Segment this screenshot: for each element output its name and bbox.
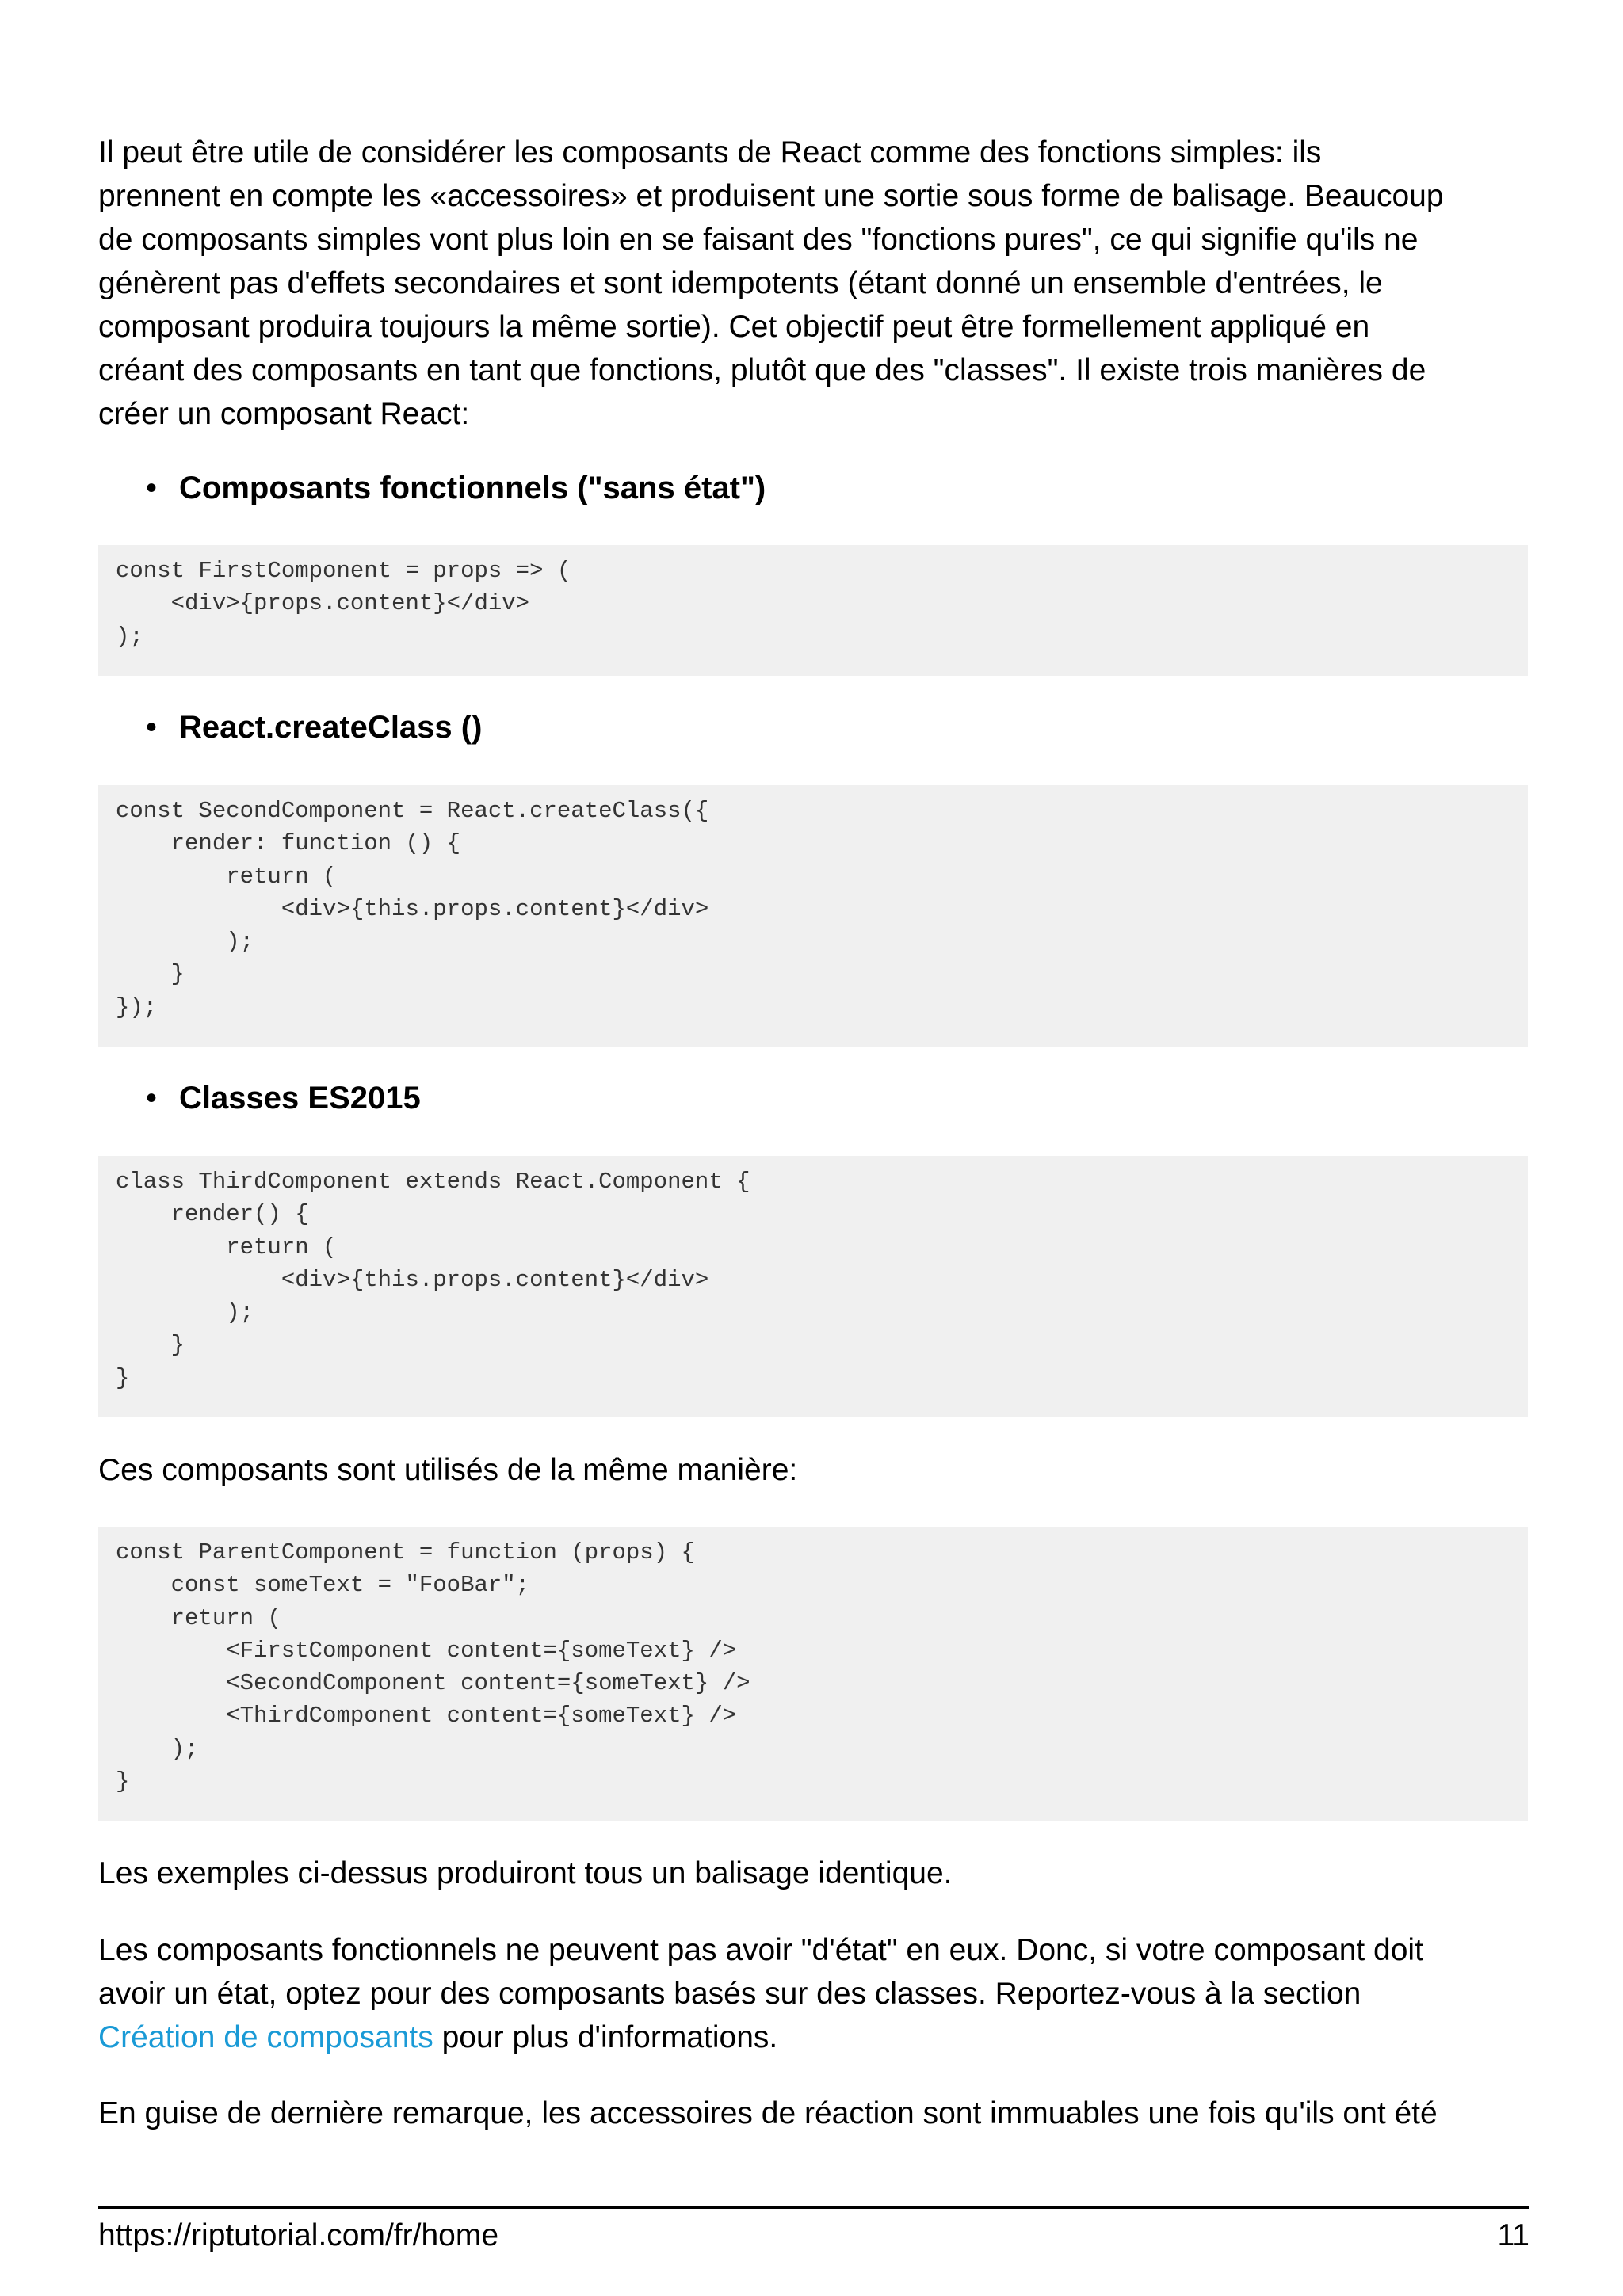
bullet-label: React.createClass () bbox=[179, 710, 483, 745]
bullet-label: Classes ES2015 bbox=[179, 1081, 421, 1116]
intro-paragraph: Il peut être utile de considérer les composants de React comme des fonctions simples: ils prennent en compte les «accessoires» et produisent une sortie sous forme de balisage. Beaucoup de composants simples vont plus loin en se faisant des "fonctions pures", ce qui signifie qu'ils ne génèrent pas d'effets secondaires et sont idempotents (étant donné un ensemble d'entrées, le composant produira toujours la même sortie). Cet objectif peut être formellement appliqué en créant des composants en tant que fonctions, plutôt que des "classes". Il existe trois manières de créer un composant React: bbox=[98, 135, 1444, 431]
bullet-label: Composants fonctionnels ("sans état") bbox=[179, 471, 766, 505]
identical-markup-paragraph: Les exemples ci-dessus produiront tous un balisage identique. bbox=[98, 1856, 953, 1890]
code-block-first-component: const FirstComponent = props => ( <div>{props.content}</div> ); bbox=[98, 545, 1528, 676]
state-text-after: pour plus d'informations. bbox=[433, 2020, 778, 2054]
state-text-before: Les composants fonctionnels ne peuvent pas avoir "d'état" en eux. Donc, si votre composant doit avoir un état, optez pour des composants basés sur des classes. Reportez-vous à la section bbox=[98, 1933, 1423, 2011]
bullet-dot: • bbox=[146, 710, 158, 745]
code-block-parent-component: const ParentComponent = function (props) { const someText = "FooBar"; return ( <FirstComponent content={someText} /> <SecondComponent content={someText} /> <ThirdComponent content={someText} /> ); } bbox=[98, 1527, 1528, 1821]
usage-paragraph: Ces composants sont utilisés de la même manière: bbox=[98, 1453, 798, 1487]
bullet-dot: • bbox=[146, 471, 158, 505]
bullet-create-class bbox=[146, 706, 482, 749]
state-paragraph bbox=[98, 1928, 1528, 2059]
code-block-second-component: const SecondComponent = React.createClass({ render: function () { return ( <div>{this.props.content}</div> ); } }); bbox=[98, 785, 1528, 1047]
footer-page-number: 11 bbox=[1497, 2218, 1529, 2252]
code-block-third-component: class ThirdComponent extends React.Component { render() { return ( <div>{this.props.content}</div> ); } } bbox=[98, 1156, 1528, 1417]
footer-url: https://riptutorial.com/fr/home bbox=[98, 2218, 499, 2252]
final-remark-paragraph: En guise de dernière remarque, les accessoires de réaction sont immuables une fois qu'ils ont été bbox=[98, 2096, 1438, 2130]
footer-divider bbox=[98, 2206, 1529, 2209]
bullet-dot: • bbox=[146, 1081, 158, 1116]
creation-composants-link[interactable]: Création de composants bbox=[98, 2020, 433, 2054]
bullet-es2015-classes bbox=[146, 1077, 421, 1120]
bullet-functional-components bbox=[146, 467, 766, 510]
